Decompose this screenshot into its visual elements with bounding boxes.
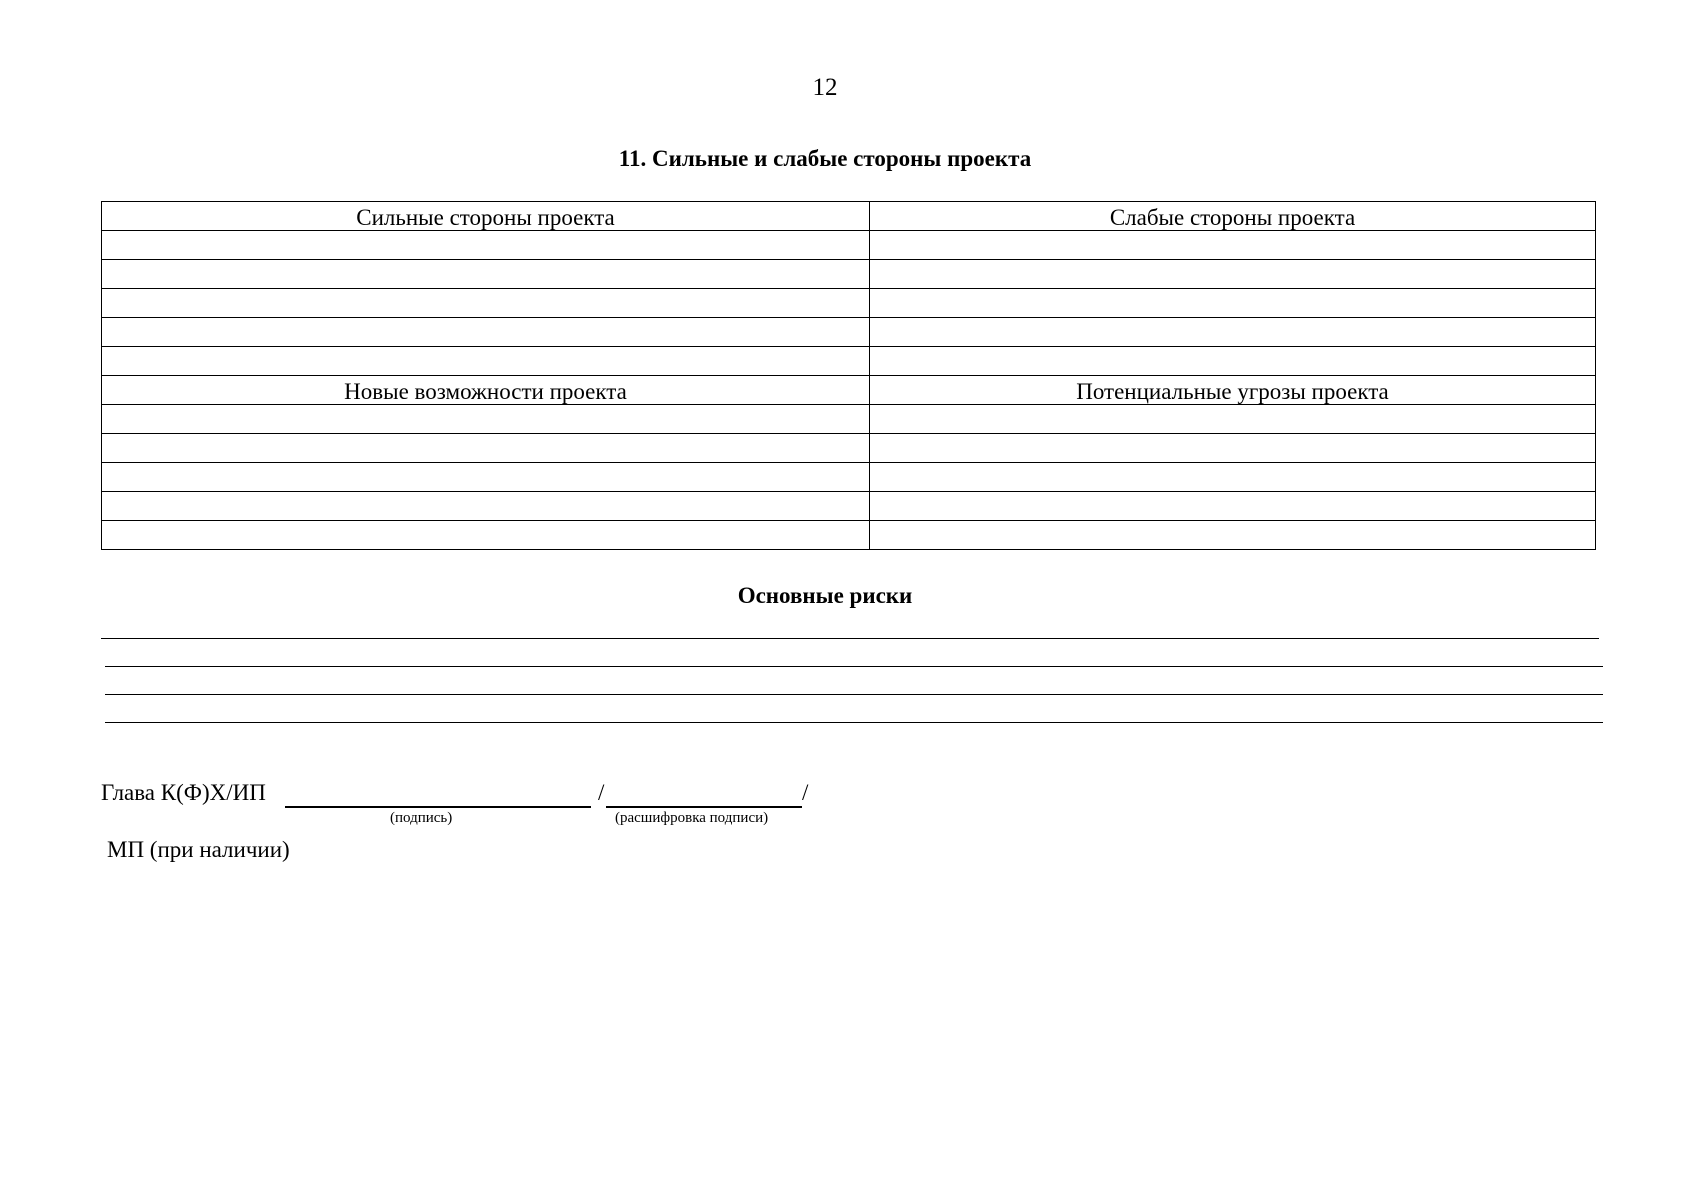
table-cell[interactable]: [102, 231, 870, 260]
header-opportunities: Новые возможности проекта: [102, 376, 870, 405]
table-row: [102, 231, 1596, 260]
risk-entry-line[interactable]: [101, 638, 1599, 639]
table-row: [102, 260, 1596, 289]
swot-table: [101, 201, 1596, 550]
header-strengths: Сильные стороны проекта: [102, 202, 870, 231]
signature-decoding-line[interactable]: [606, 806, 802, 808]
risk-entry-line[interactable]: [105, 722, 1603, 723]
table-cell[interactable]: [870, 318, 1596, 347]
table-row: [102, 463, 1596, 492]
table-cell[interactable]: [102, 318, 870, 347]
table-cell[interactable]: [870, 463, 1596, 492]
table-row: [102, 521, 1596, 550]
table-cell[interactable]: [102, 492, 870, 521]
table-cell[interactable]: [102, 434, 870, 463]
table-row: [102, 289, 1596, 318]
table-cell[interactable]: [870, 405, 1596, 434]
table-cell[interactable]: [870, 260, 1596, 289]
header-threats: Потенциальные угрозы проекта: [870, 376, 1596, 405]
table-cell[interactable]: [870, 521, 1596, 550]
table-cell[interactable]: [870, 231, 1596, 260]
table-row: [102, 347, 1596, 376]
table-cell[interactable]: [870, 434, 1596, 463]
risk-entry-line[interactable]: [105, 694, 1603, 695]
table-cell[interactable]: [870, 289, 1596, 318]
table-row: [102, 318, 1596, 347]
risk-entry-line[interactable]: [105, 666, 1603, 667]
table-row: [102, 405, 1596, 434]
table-cell[interactable]: [102, 405, 870, 434]
table-cell[interactable]: [102, 260, 870, 289]
table-cell[interactable]: [102, 347, 870, 376]
table-header-row: [102, 376, 1596, 405]
table-cell[interactable]: [102, 521, 870, 550]
page-number: 12: [812, 74, 838, 101]
signature-line[interactable]: [285, 806, 591, 808]
stamp-note: МП (при наличии): [107, 837, 290, 862]
section-title: 11. Сильные и слабые стороны проекта: [618, 146, 1032, 171]
signature-label: Глава К(Ф)Х/ИП: [101, 780, 266, 805]
table-cell[interactable]: [870, 347, 1596, 376]
risks-title: Основные риски: [737, 583, 913, 608]
header-weaknesses: Слабые стороны проекта: [870, 202, 1596, 231]
table-row: [102, 434, 1596, 463]
slash-open: /: [598, 780, 605, 805]
caption-signature: (подпись): [390, 810, 453, 826]
table-cell[interactable]: [102, 289, 870, 318]
caption-decoding: (расшифровка подписи): [615, 810, 769, 826]
table-row: [102, 492, 1596, 521]
table-header-row: [102, 202, 1596, 231]
slash-close: /: [802, 780, 809, 805]
table-cell[interactable]: [102, 463, 870, 492]
table-cell[interactable]: [870, 492, 1596, 521]
